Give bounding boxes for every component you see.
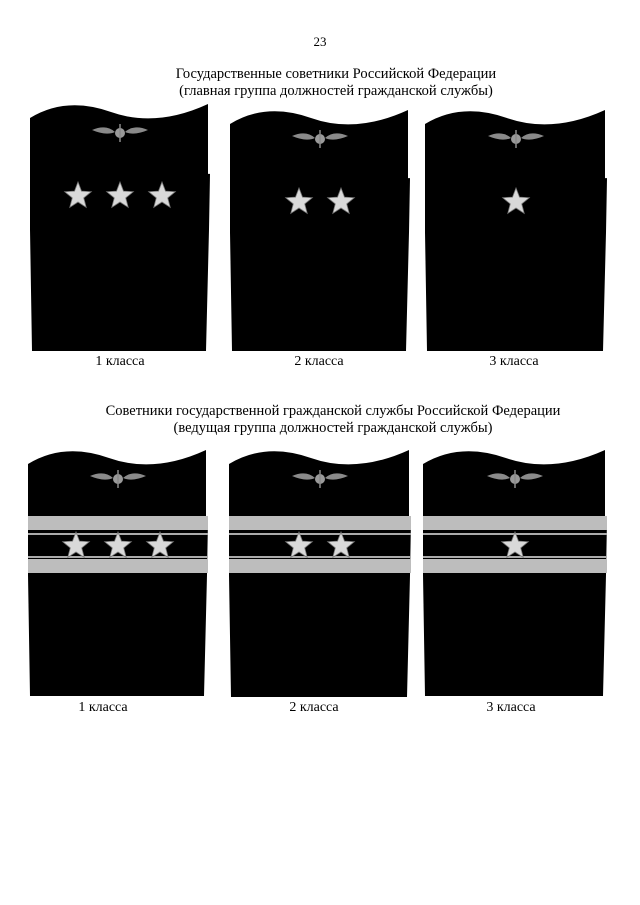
section2-heading [0, 403, 640, 437]
insignia-patch-2nd-class-senior [230, 104, 410, 351]
caption-3rd-class-leading: 3 класса [486, 700, 536, 715]
braid-stripe-bottom [28, 559, 208, 573]
caption-1st-class-leading: 1 класса [78, 700, 128, 715]
braid-line-bottom [423, 556, 607, 558]
insignia-patch-3rd-class-senior [425, 104, 607, 351]
section1-heading [0, 66, 640, 100]
braid-stripe-bottom [229, 559, 411, 573]
caption-2nd-class-senior: 2 класса [294, 354, 344, 369]
section2-title-line1: Советники государственной гражданской службы Российской Федерации [105, 403, 561, 419]
insignia-patch-1st-class-senior [30, 98, 210, 351]
section1-title-line1: Государственные советники Российской Федерации [175, 66, 497, 82]
section2-title-line2: (ведущая группа должностей гражданской службы) [173, 420, 493, 436]
section1-title-line2: (главная группа должностей гражданской службы) [179, 83, 493, 99]
braid-line-bottom [229, 556, 411, 558]
braid-stripe-top [28, 516, 208, 530]
braid-stripe-top [423, 516, 607, 530]
braid-line-bottom [28, 556, 208, 558]
insignia-patch-1st-class-leading [28, 444, 208, 696]
insignia-patch-2nd-class-leading [229, 444, 411, 697]
caption-2nd-class-leading: 2 класса [289, 700, 339, 715]
caption-1st-class-senior: 1 класса [95, 354, 145, 369]
braid-stripe-top [229, 516, 411, 530]
caption-3rd-class-senior: 3 класса [489, 354, 539, 369]
page-number: 23 [313, 34, 327, 49]
braid-line-top [229, 533, 411, 535]
insignia-patch-3rd-class-leading [423, 444, 607, 696]
braid-stripe-bottom [423, 559, 607, 573]
